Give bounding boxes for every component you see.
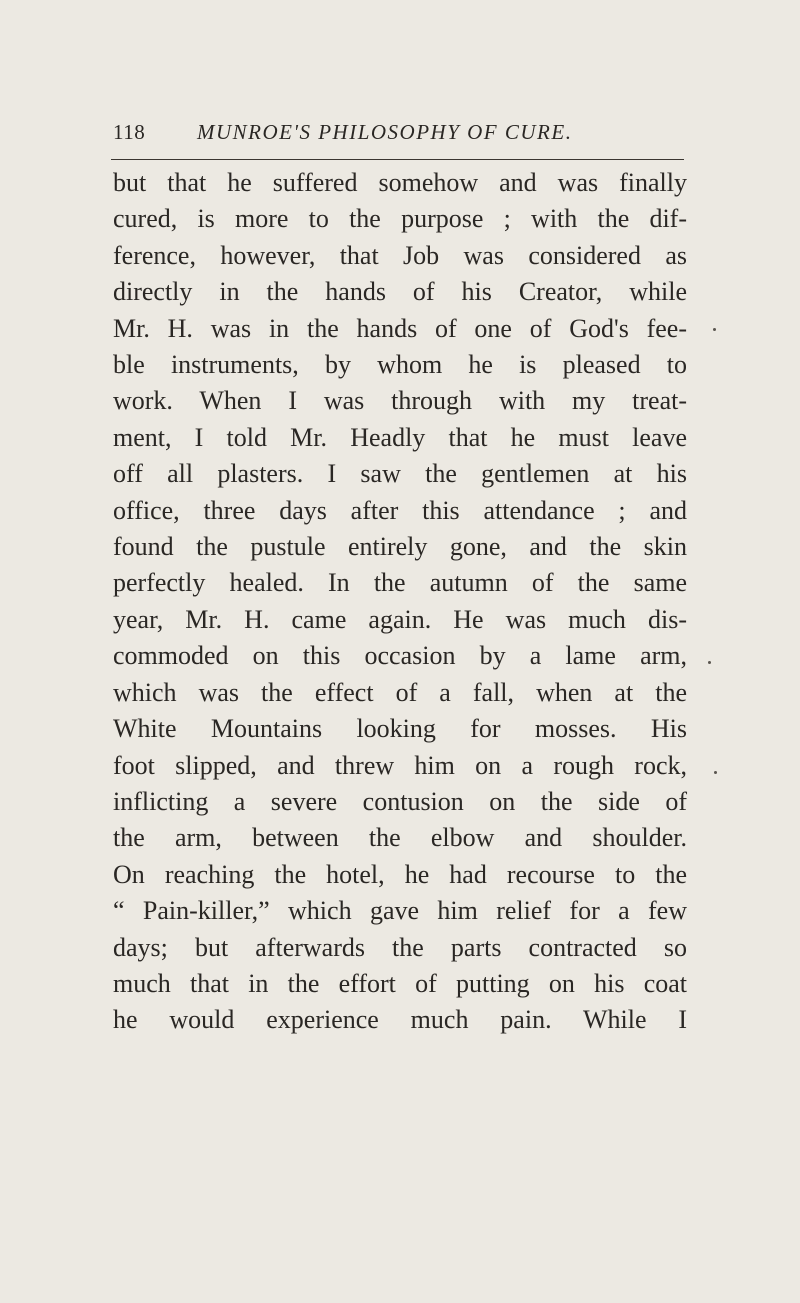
text-line: directly in the hands of his Creator, while xyxy=(113,277,687,307)
text-line: the arm, between the elbow and shoulder. xyxy=(113,823,687,853)
print-speck xyxy=(714,771,717,774)
text-line: foot slipped, and threw him on a rough rock, xyxy=(113,750,687,780)
text-line: inflicting a severe contusion on the side of xyxy=(113,786,687,816)
running-head xyxy=(113,120,683,150)
print-speck xyxy=(713,328,716,331)
text-line: much that in the effort of putting on his coat xyxy=(113,968,687,998)
text-line: cured, is more to the purpose ; with the dif- xyxy=(113,204,687,234)
text-line: which was the effect of a fall, when at the xyxy=(113,677,687,707)
text-line: office, three days after this attendance ; and xyxy=(113,495,687,525)
text-line: commoded on this occasion by a lame arm, xyxy=(113,641,687,671)
text-line: but that he suffered somehow and was finally xyxy=(113,168,687,197)
page-number: 118 xyxy=(113,120,146,144)
text-line: ment, I told Mr. Headly that he must leave xyxy=(113,422,687,452)
text-line: Mr. H. was in the hands of one of God's fee- xyxy=(113,313,687,343)
text-line: he would experience much pain. While I xyxy=(113,1005,687,1035)
text-line: year, Mr. H. came again. He was much dis- xyxy=(113,604,687,634)
text-line: White Mountains looking for mosses. His xyxy=(113,714,687,744)
running-title: MUNROE'S PHILOSOPHY OF CURE. xyxy=(197,120,573,144)
header-rule xyxy=(111,159,684,160)
text-line: perfectly healed. In the autumn of the same xyxy=(113,568,687,598)
text-line: found the pustule entirely gone, and the skin xyxy=(113,532,687,562)
text-line: ference, however, that Job was considered as xyxy=(113,240,687,270)
text-line: work. When I was through with my treat- xyxy=(113,386,687,416)
text-line: days; but afterwards the parts contracted so xyxy=(113,932,687,962)
text-line: “ Pain-killer,” which gave him relief for a few xyxy=(113,896,687,926)
print-speck xyxy=(708,661,711,664)
text-line: off all plasters. I saw the gentlemen at his xyxy=(113,459,687,489)
text-line: ble instruments, by whom he is pleased to xyxy=(113,350,687,380)
text-line: On reaching the hotel, he had recourse to the xyxy=(113,859,687,889)
body-text xyxy=(113,165,693,1039)
